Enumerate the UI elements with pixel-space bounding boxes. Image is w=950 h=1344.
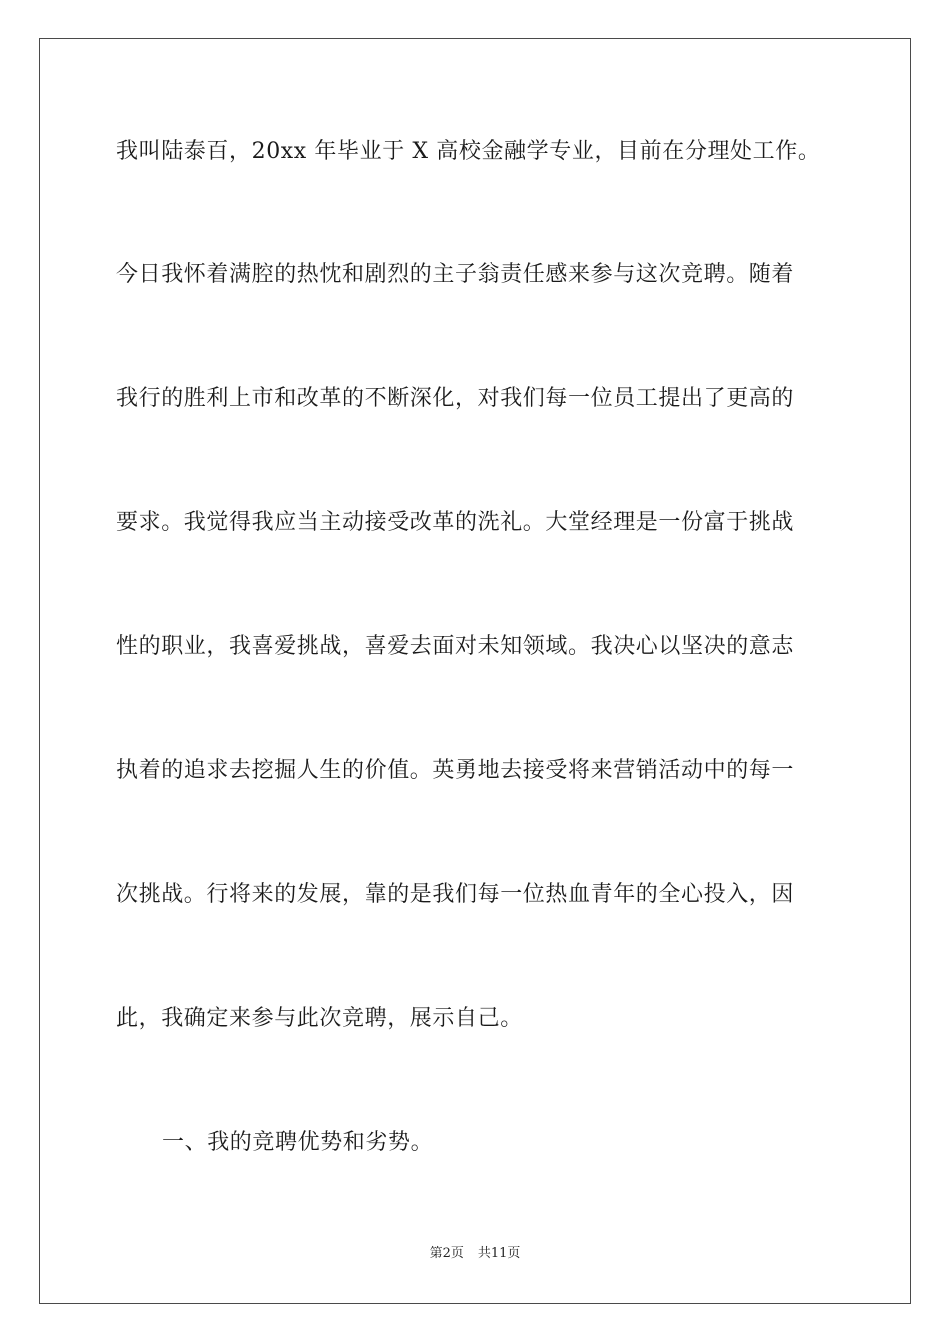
page-total: 共11页 <box>477 1246 521 1261</box>
page-border <box>39 38 911 1304</box>
page-number: 第2页 <box>429 1246 464 1261</box>
paragraph-line-2: 今日我怀着满腔的热忱和剧烈的主子翁责任感来参与这次竞聘。随着 <box>116 262 795 287</box>
section-heading: 一、我的竞聘优势和劣势。 <box>162 1130 434 1155</box>
page-footer <box>0 1245 950 1263</box>
paragraph-line-4: 要求。我觉得我应当主动接受改革的洗礼。大堂经理是一份富于挑战 <box>116 510 795 535</box>
paragraph-line-5: 性的职业，我喜爱挑战，喜爱去面对未知领域。我决心以坚决的意志 <box>116 634 795 659</box>
paragraph-line-3: 我行的胜利上市和改革的不断深化，对我们每一位员工提出了更高的 <box>116 386 795 411</box>
paragraph-line-6: 执着的追求去挖掘人生的价值。英勇地去接受将来营销活动中的每一 <box>116 758 795 783</box>
paragraph-line-7: 次挑战。行将来的发展，靠的是我们每一位热血青年的全心投入，因 <box>116 882 795 907</box>
paragraph-line-1: 我叫陆泰百，20xx 年毕业于 X 高校金融学专业，目前在分理处工作。 <box>116 139 821 164</box>
paragraph-line-8: 此，我确定来参与此次竞聘，展示自己。 <box>116 1006 523 1031</box>
